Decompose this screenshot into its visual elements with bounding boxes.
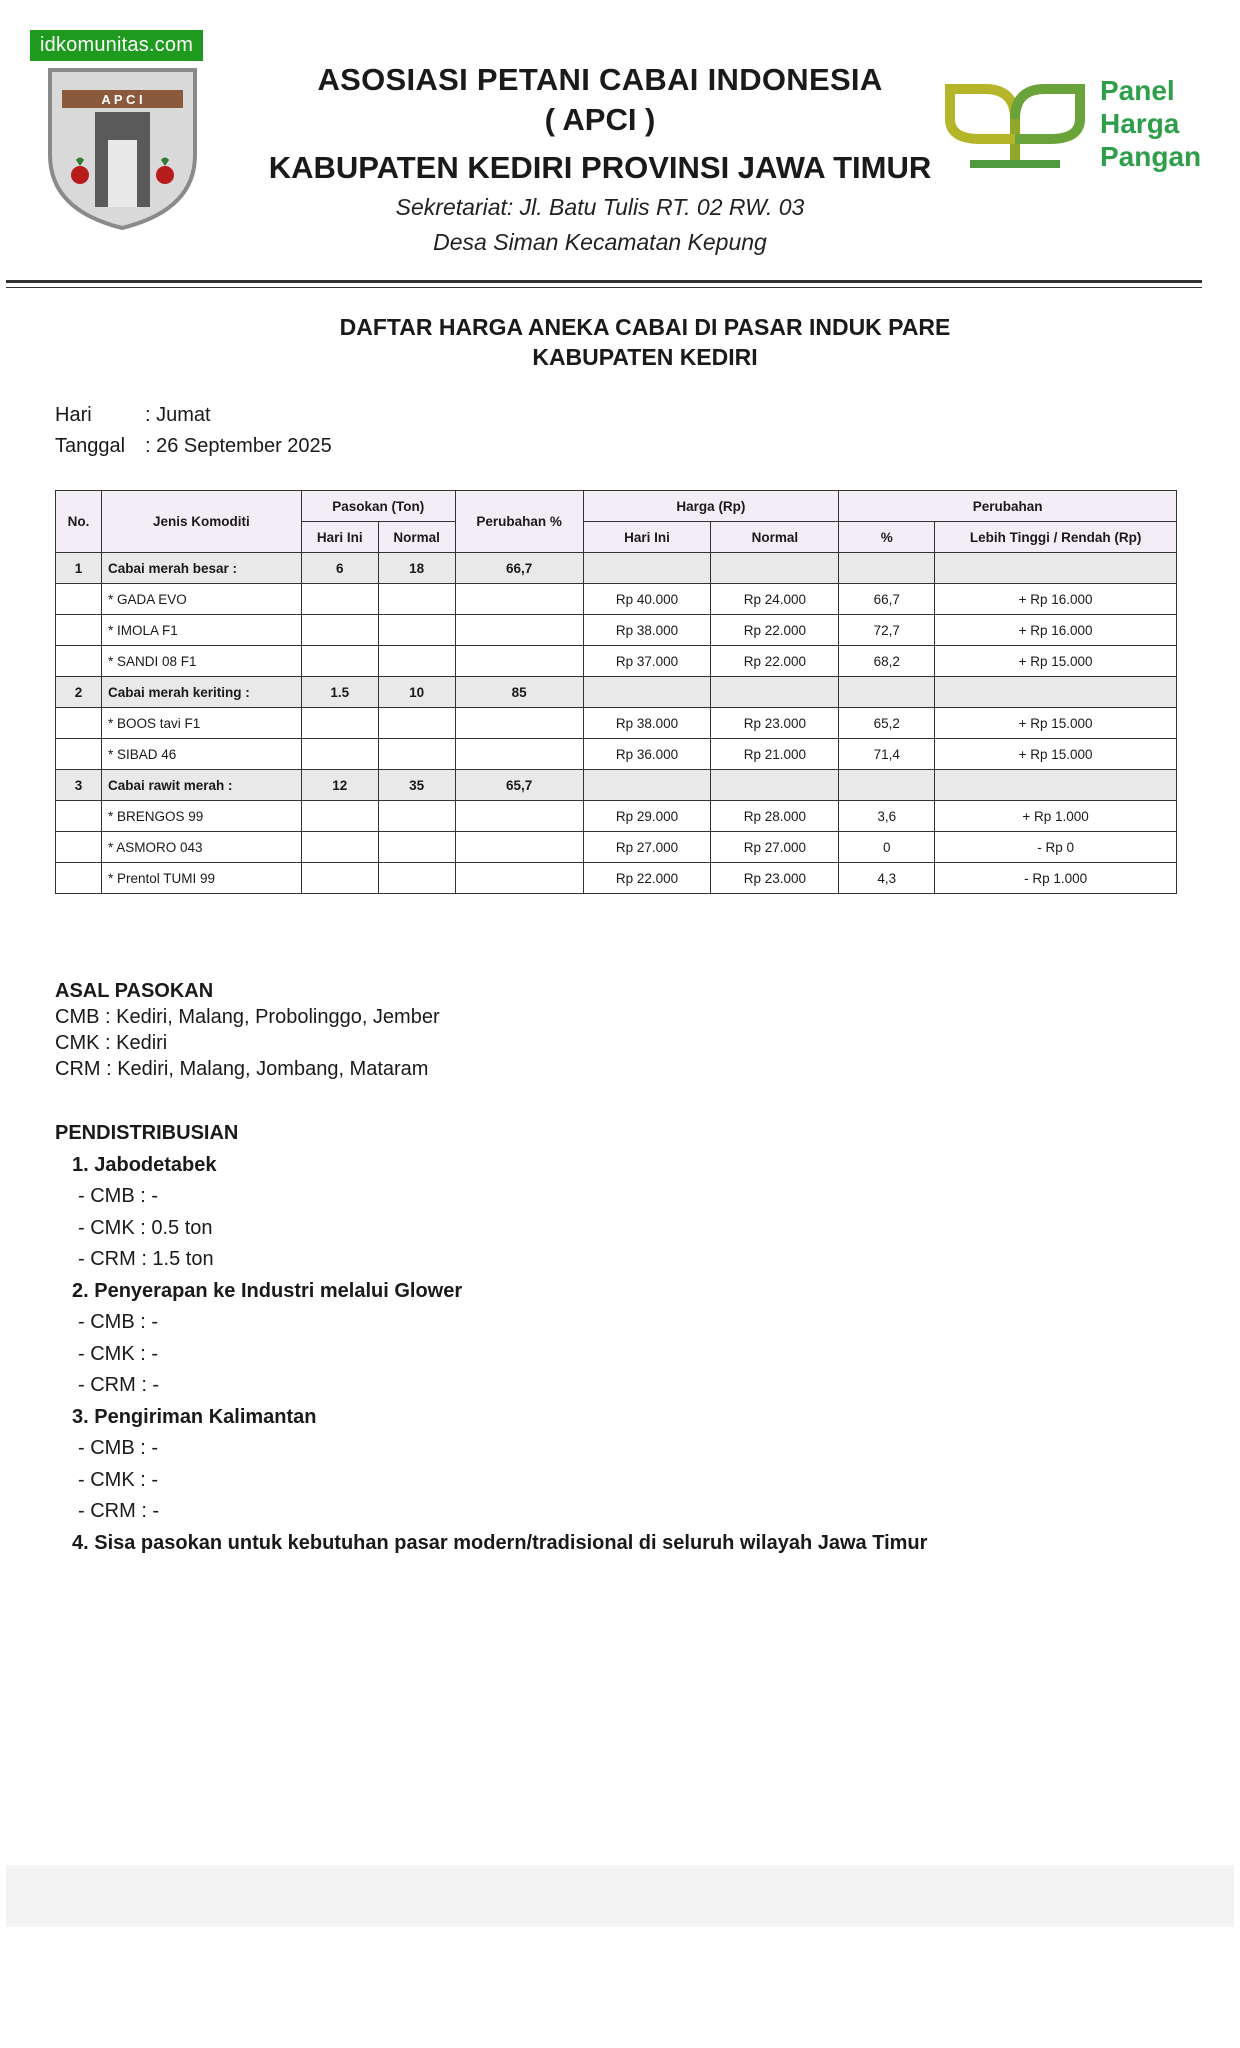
cell-no	[56, 584, 102, 615]
header-harga-hari-ini: Hari Ini	[583, 522, 711, 553]
cell-perubahan-persen: 72,7	[839, 615, 935, 646]
cell-perubahan-persen: 71,4	[839, 739, 935, 770]
document-title-line2: KABUPATEN KEDIRI	[532, 344, 758, 370]
day-label: Hari	[55, 404, 92, 426]
asal-line: CMK : Kediri	[55, 1032, 168, 1054]
table-row	[56, 584, 1177, 615]
document-title	[0, 312, 1240, 372]
cell-pasokan-normal	[378, 832, 455, 863]
header-rule-thin	[6, 287, 1202, 288]
cell-pasokan-hari-ini	[301, 646, 378, 677]
cell-harga-normal: Rp 22.000	[711, 646, 839, 677]
cell-pasokan-normal	[378, 615, 455, 646]
cell-lebih-tinggi-rendah	[935, 677, 1177, 708]
cell-perubahan-pct	[455, 615, 583, 646]
cell-harga-normal: Rp 24.000	[711, 584, 839, 615]
cell-jenis: * GADA EVO	[101, 584, 301, 615]
cell-lebih-tinggi-rendah	[935, 553, 1177, 584]
distribution-subitem: - CMK : -	[78, 1342, 158, 1365]
cell-perubahan-pct	[455, 739, 583, 770]
header-lebih-tinggi-rendah: Lebih Tinggi / Rendah (Rp)	[935, 522, 1177, 553]
cell-harga-hari-ini: Rp 22.000	[583, 863, 711, 894]
cell-jenis: * ASMORO 043	[101, 832, 301, 863]
asal-pasokan-heading: ASAL PASOKAN	[55, 980, 214, 1002]
cell-harga-hari-ini: Rp 29.000	[583, 801, 711, 832]
cell-no: 3	[56, 770, 102, 801]
cell-harga-normal	[711, 553, 839, 584]
document-title-line1: DAFTAR HARGA ANEKA CABAI DI PASAR INDUK PARE	[339, 314, 951, 340]
cell-jenis: * BRENGOS 99	[101, 801, 301, 832]
table-row	[56, 801, 1177, 832]
cell-pasokan-hari-ini	[301, 615, 378, 646]
table-row	[56, 708, 1177, 739]
logo-word-panel: Panel	[1100, 75, 1175, 106]
cell-harga-normal	[711, 677, 839, 708]
organization-region: KABUPATEN KEDIRI PROVINSI JAWA TIMUR	[268, 150, 932, 185]
cell-no	[56, 832, 102, 863]
cell-pasokan-hari-ini	[301, 863, 378, 894]
cell-perubahan-persen: 4,3	[839, 863, 935, 894]
cell-harga-hari-ini: Rp 38.000	[583, 708, 711, 739]
organization-acronym: ( APCI )	[544, 102, 656, 137]
cell-perubahan-persen	[839, 553, 935, 584]
cell-perubahan-persen: 3,6	[839, 801, 935, 832]
cell-harga-hari-ini: Rp 38.000	[583, 615, 711, 646]
cell-no	[56, 646, 102, 677]
cell-lebih-tinggi-rendah	[935, 770, 1177, 801]
header-harga: Harga (Rp)	[583, 491, 839, 522]
cell-pasokan-normal: 35	[378, 770, 455, 801]
cell-harga-hari-ini	[583, 770, 711, 801]
cell-jenis: * Prentol TUMI 99	[101, 863, 301, 894]
distribution-subitem: - CMB : -	[78, 1185, 158, 1207]
cell-jenis: Cabai merah keriting :	[101, 677, 301, 708]
asal-line: CMB : Kediri, Malang, Probolinggo, Jember	[55, 1006, 440, 1028]
date-label: Tanggal	[55, 435, 126, 457]
table-row	[56, 739, 1177, 770]
watermark-label: idkomunitas.com	[30, 30, 203, 61]
header-pasokan: Pasokan (Ton)	[301, 491, 455, 522]
cell-no: 1	[56, 553, 102, 584]
distribution-subitem: - CMB : -	[78, 1437, 158, 1459]
table-category-row	[56, 677, 1177, 708]
panel-harga-pangan-logo	[940, 74, 1210, 184]
pendistribusian-section	[55, 1118, 927, 1559]
cell-lebih-tinggi-rendah: + Rp 15.000	[935, 646, 1177, 677]
cell-pasokan-normal	[378, 584, 455, 615]
distribution-subitem: - CMK : -	[78, 1468, 158, 1491]
cell-no	[56, 708, 102, 739]
cell-harga-hari-ini	[583, 553, 711, 584]
cell-no	[56, 801, 102, 832]
cell-jenis: * IMOLA F1	[101, 615, 301, 646]
table-row	[56, 646, 1177, 677]
cell-harga-hari-ini	[583, 677, 711, 708]
cell-perubahan-pct	[455, 801, 583, 832]
apci-logo	[40, 60, 205, 230]
cell-jenis: * SIBAD 46	[101, 739, 301, 770]
cell-pasokan-normal	[378, 801, 455, 832]
cell-lebih-tinggi-rendah: + Rp 16.000	[935, 584, 1177, 615]
cell-pasokan-normal	[378, 646, 455, 677]
cell-jenis: Cabai merah besar :	[101, 553, 301, 584]
date-value: : 26 September 2025	[145, 435, 332, 457]
cell-harga-normal: Rp 23.000	[711, 708, 839, 739]
header-rule-thick	[6, 280, 1202, 283]
cell-jenis: * BOOS tavi F1	[101, 708, 301, 739]
cell-perubahan-pct: 65,7	[455, 770, 583, 801]
cell-perubahan-pct	[455, 863, 583, 894]
cell-perubahan-pct	[455, 646, 583, 677]
price-table-body	[56, 553, 1177, 894]
cell-perubahan-pct: 85	[455, 677, 583, 708]
distribution-subitem: - CRM : -	[78, 1500, 160, 1522]
secretariat-village: Desa Siman Kecamatan Kepung	[433, 229, 767, 255]
distribution-subitem: - CMK : 0.5 ton	[78, 1216, 213, 1239]
cell-jenis: Cabai rawit merah :	[101, 770, 301, 801]
cell-harga-hari-ini: Rp 27.000	[583, 832, 711, 863]
cell-pasokan-hari-ini	[301, 801, 378, 832]
cell-no	[56, 863, 102, 894]
cell-perubahan-pct	[455, 708, 583, 739]
panel-harga-pangan-icon	[940, 74, 1090, 174]
organization-name: ASOSIASI PETANI CABAI INDONESIA	[317, 62, 883, 97]
distribution-subitem: - CRM : -	[78, 1374, 160, 1396]
cell-no	[56, 739, 102, 770]
price-table	[55, 490, 1177, 894]
header-perubahan-pct: Perubahan %	[455, 491, 583, 553]
cell-harga-hari-ini: Rp 40.000	[583, 584, 711, 615]
cell-pasokan-normal	[378, 863, 455, 894]
cell-perubahan-persen	[839, 770, 935, 801]
cell-perubahan-persen: 0	[839, 832, 935, 863]
cell-harga-normal: Rp 22.000	[711, 615, 839, 646]
cell-harga-hari-ini: Rp 36.000	[583, 739, 711, 770]
header-perubahan-persen: %	[839, 522, 935, 553]
asal-pasokan-section	[55, 978, 440, 1082]
header-pasokan-normal: Normal	[378, 522, 455, 553]
cell-perubahan-persen: 66,7	[839, 584, 935, 615]
cell-pasokan-normal: 10	[378, 677, 455, 708]
cell-perubahan-pct: 66,7	[455, 553, 583, 584]
pendistribusian-heading: PENDISTRIBUSIAN	[55, 1122, 239, 1144]
cell-harga-normal: Rp 28.000	[711, 801, 839, 832]
distribution-subitem: - CRM : 1.5 ton	[78, 1248, 214, 1270]
distribution-item: 3. Pengiriman Kalimantan	[72, 1405, 317, 1428]
cell-pasokan-normal	[378, 739, 455, 770]
distribution-item: 4. Sisa pasokan untuk kebutuhan pasar modern/tradisional di seluruh wilayah Jawa Timur	[72, 1531, 928, 1554]
cell-harga-normal: Rp 23.000	[711, 863, 839, 894]
cell-pasokan-hari-ini	[301, 739, 378, 770]
header-perubahan: Perubahan	[839, 491, 1177, 522]
cell-perubahan-persen	[839, 677, 935, 708]
table-category-row	[56, 770, 1177, 801]
cell-harga-normal: Rp 27.000	[711, 832, 839, 863]
cell-lebih-tinggi-rendah: + Rp 16.000	[935, 615, 1177, 646]
date-info	[55, 400, 332, 462]
cell-lebih-tinggi-rendah: - Rp 1.000	[935, 863, 1177, 894]
secretariat-address: Sekretariat: Jl. Batu Tulis RT. 02 RW. 03	[395, 194, 805, 220]
table-row	[56, 615, 1177, 646]
cell-perubahan-pct	[455, 832, 583, 863]
table-row	[56, 832, 1177, 863]
cell-pasokan-hari-ini	[301, 584, 378, 615]
cell-perubahan-persen: 68,2	[839, 646, 935, 677]
header-jenis-komoditi: Jenis Komoditi	[101, 491, 301, 553]
cell-pasokan-hari-ini: 1.5	[301, 677, 378, 708]
cell-harga-hari-ini: Rp 37.000	[583, 646, 711, 677]
table-category-row	[56, 553, 1177, 584]
distribution-item: 1. Jabodetabek	[72, 1153, 217, 1176]
cell-lebih-tinggi-rendah: + Rp 15.000	[935, 708, 1177, 739]
table-row	[56, 863, 1177, 894]
day-value: : Jumat	[145, 404, 211, 426]
logo-word-harga: Harga	[1100, 108, 1180, 139]
apci-logo-text: A P C I	[101, 92, 143, 107]
cell-pasokan-hari-ini: 6	[301, 553, 378, 584]
header-no: No.	[56, 491, 102, 553]
cell-perubahan-pct	[455, 584, 583, 615]
asal-line: CRM : Kediri, Malang, Jombang, Mataram	[55, 1058, 429, 1080]
distribution-subitem: - CMB : -	[78, 1311, 158, 1333]
cell-pasokan-normal	[378, 708, 455, 739]
cell-jenis: * SANDI 08 F1	[101, 646, 301, 677]
letterhead	[240, 62, 960, 256]
cell-lebih-tinggi-rendah: + Rp 1.000	[935, 801, 1177, 832]
footer-band	[6, 1865, 1234, 1927]
cell-lebih-tinggi-rendah: + Rp 15.000	[935, 739, 1177, 770]
cell-perubahan-persen: 65,2	[839, 708, 935, 739]
cell-pasokan-hari-ini: 12	[301, 770, 378, 801]
header-pasokan-hari-ini: Hari Ini	[301, 522, 378, 553]
cell-pasokan-normal: 18	[378, 553, 455, 584]
cell-pasokan-hari-ini	[301, 708, 378, 739]
cell-no: 2	[56, 677, 102, 708]
cell-harga-normal: Rp 21.000	[711, 739, 839, 770]
cell-harga-normal	[711, 770, 839, 801]
cell-pasokan-hari-ini	[301, 832, 378, 863]
logo-word-pangan: Pangan	[1100, 141, 1202, 172]
cell-lebih-tinggi-rendah: - Rp 0	[935, 832, 1177, 863]
header-harga-normal: Normal	[711, 522, 839, 553]
distribution-item: 2. Penyerapan ke Industri melalui Glower	[72, 1279, 463, 1302]
cell-no	[56, 615, 102, 646]
